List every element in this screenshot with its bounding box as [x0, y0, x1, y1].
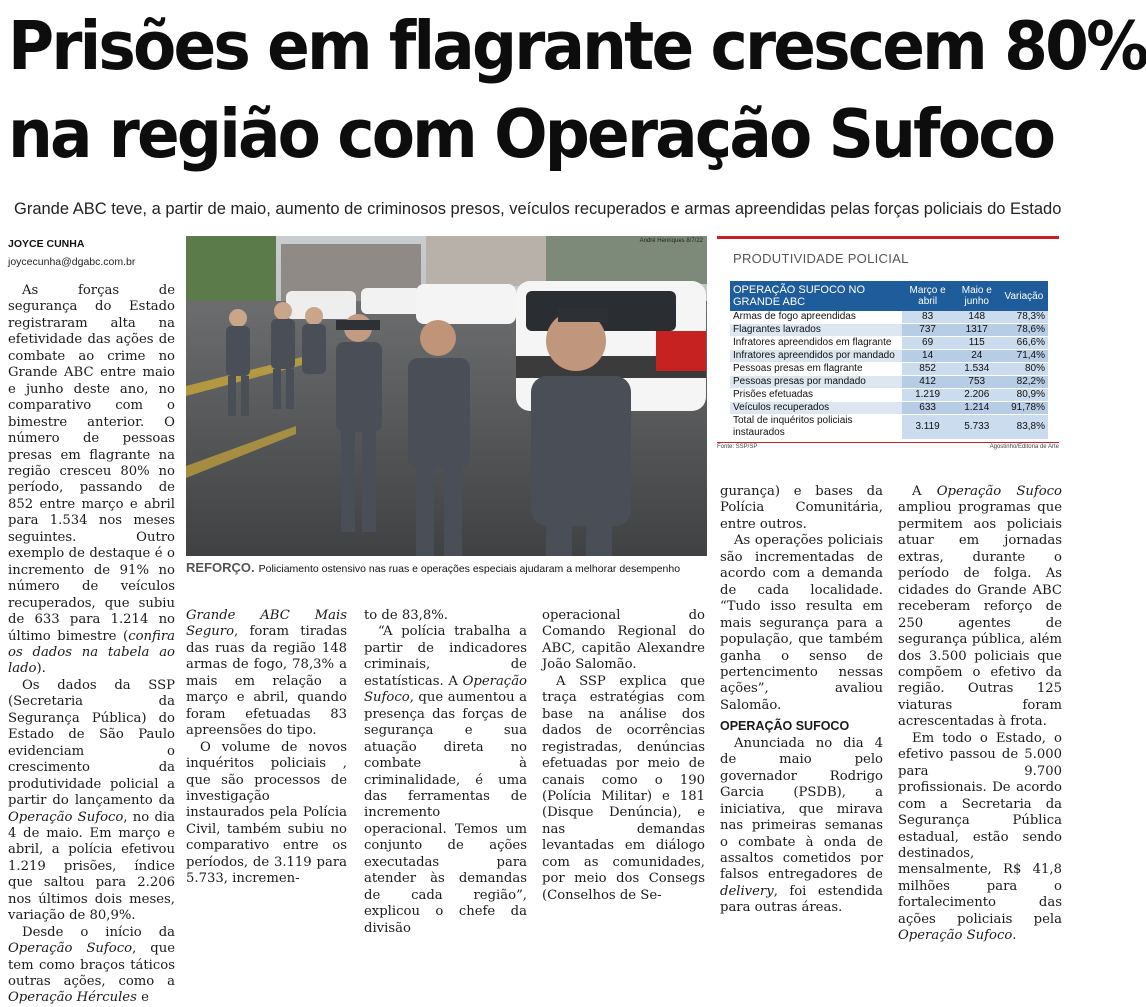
- table-row: [730, 311, 1048, 324]
- table-row: [730, 415, 1048, 440]
- headline-line-2: na região com Operação Sufoco: [8, 95, 1054, 173]
- table-cell-may-june: 115: [954, 337, 1000, 350]
- police-officers-photo-illustration: [186, 236, 707, 556]
- table-row: [730, 337, 1048, 350]
- table-cell-march-april: 737: [902, 324, 954, 337]
- productivity-infographic: [717, 236, 1059, 452]
- caption-text: Policiamento ostensivo nas ruas e operações especiais ajudaram a melhorar desempenho: [258, 563, 681, 575]
- table-header-row: [730, 281, 1048, 311]
- photo-caption: [186, 560, 707, 575]
- table-header-label: OPERAÇÃO SUFOCO NO GRANDE ABC: [730, 281, 902, 311]
- paragraph: to de 83,8%.: [364, 608, 448, 623]
- table-cell-may-june: 1.534: [954, 363, 1000, 376]
- table-row: [730, 402, 1048, 415]
- paragraph: A Operação Sufoco ampliou programas que permitem aos policiais atuar em jornadas extras, durante o período de folga. As cidades do Grande ABC receberam reforço de 250 agentes de segurança pública, além dos 3.500 policiais que compõem o efetivo da região. Outras 125 viaturas foram acrescentadas à frota.: [898, 484, 1062, 730]
- table-cell-variation: 83,8%: [1000, 415, 1048, 440]
- paragraph: As operações policiais são incrementadas de acordo com a demanda de cada localidade. “Tudo isso resulta em mais segurança para a população, que também ganha o senso de pertencimento nessas ações”, avaliou Salomão.: [720, 533, 883, 713]
- article-column-5: [720, 484, 883, 917]
- byline-name: JOYCE CUNHA: [8, 238, 85, 250]
- table-cell-march-april: 412: [902, 376, 954, 389]
- headline-line-1: Prisões em flagrante crescem 80%: [8, 7, 1146, 85]
- table-row: [730, 363, 1048, 376]
- infographic-top-rule: [717, 236, 1059, 239]
- table-cell-march-april: 852: [902, 363, 954, 376]
- table-cell-variation: 91,78%: [1000, 402, 1048, 415]
- photo-credit: André Henriques 8/7/22: [639, 238, 703, 244]
- paragraph: O volume de novos inquéritos policiais , que são processos de investigação instaurados pela Polícia Civil, também subiu no comparativo entre os períodos, de 3.119 para 5.733, incremen-: [186, 739, 347, 887]
- article-column-3: [364, 608, 527, 937]
- table-cell-march-april: 1.219: [902, 389, 954, 402]
- table-cell-label: Infratores apreendidos por mandado: [730, 350, 902, 363]
- news-photo: [186, 236, 707, 556]
- table-cell-may-june: 753: [954, 376, 1000, 389]
- table-cell-label: Armas de fogo apreendidas: [730, 311, 902, 324]
- table-cell-variation: 80,9%: [1000, 389, 1048, 402]
- table-cell-march-april: 69: [902, 337, 954, 350]
- table-cell-may-june: 24: [954, 350, 1000, 363]
- paragraph: Em todo o Estado, o efetivo passou de 5.000 para 9.700 profissionais. De acordo com a Secretaria da Segurança Pública estadual, estão sendo destinados, mensalmente, R$ 41,8 milhões para o fortalecimento das ações policiais pela Operação Sufoco.: [898, 730, 1062, 944]
- table-cell-label: Prisões efetuadas: [730, 389, 902, 402]
- productivity-table: [730, 281, 1048, 440]
- table-row: [730, 389, 1048, 402]
- infographic-title: PRODUTIVIDADE POLICIAL: [733, 251, 909, 266]
- table-cell-march-april: 633: [902, 402, 954, 415]
- table-header-col1: Março e abril: [902, 281, 954, 311]
- table-cell-march-april: 3.119: [902, 415, 954, 440]
- paragraph: Grande ABC Mais Seguro, foram tiradas das ruas da região 148 armas de fogo, 78,3% a mais em relação a março e abril, quando foram efetuadas 83 apreensões do tipo.: [186, 608, 347, 739]
- paragraph: As forças de segurança do Estado registraram alta na efetividade das ações de combate ao crime no Grande ABC entre maio e junho deste ano, no comparativo com o bimestre anterior. O número de pessoas presas em flagrante na região cresceu 80% no período, passando de 852 entre março e abril para 1.534 nos meses seguintes. Outro exemplo de destaque é o incremento de 91% no número de veículos recuperados, que subiu de 633 para 1.214 no último bimestre (confira os dados na tabela ao lado).: [8, 283, 175, 677]
- table-cell-variation: 80%: [1000, 363, 1048, 376]
- table-cell-label: Flagrantes lavrados: [730, 324, 902, 337]
- table-header-col3: Variação: [1000, 281, 1048, 311]
- byline-email[interactable]: joycecunha@dgabc.com.br: [8, 256, 136, 268]
- paragraph: Desde o início da Operação Sufoco, que tem como braços táticos outras ações, como a Operação Hércules e: [8, 924, 175, 1006]
- paragraph: “A polícia trabalha a partir de indicadores criminais, de estatísticas. A Operação Sufoco, que aumentou a presença das forças de segurança e sua atuação direta no combate à criminalidade, é uma das ferramentas de incremento operacional. Temos um conjunto de ações executadas para atender às demandas de cada região”, explicou o chefe da divisão: [364, 624, 527, 936]
- table-cell-march-april: 14: [902, 350, 954, 363]
- table-row: [730, 324, 1048, 337]
- table-cell-variation: 71,4%: [1000, 350, 1048, 363]
- article-column-2: [186, 608, 347, 888]
- table-cell-variation: 66,6%: [1000, 337, 1048, 350]
- article-column-4: [542, 608, 705, 904]
- table-cell-variation: 78,6%: [1000, 324, 1048, 337]
- article-column-1: [8, 283, 175, 1007]
- caption-kicker: REFORÇO.: [186, 560, 255, 575]
- article-column-6: [898, 484, 1062, 945]
- paragraph: Os dados da SSP (Secretaria da Segurança Pública) do Estado de São Paulo evidenciam o crescimento da produtividade policial a partir do lançamento da Operação Sufoco, no dia 4 de maio. Em março e abril, a polícia efetivou 1.219 prisões, índice que saltou para 2.206 nos últimos dois meses, variação de 80,9%.: [8, 677, 175, 924]
- section-subhead: OPERAÇÃO SUFOCO: [720, 719, 850, 734]
- table-cell-may-june: 148: [954, 311, 1000, 324]
- table-cell-label: Pessoas presas em flagrante: [730, 363, 902, 376]
- table-cell-may-june: 1.214: [954, 402, 1000, 415]
- paragraph: A SSP explica que traça estratégias com base na análise dos dados de ocorrências registradas, denúncias efetuadas por meio de canais como o 190 (Polícia Militar) e 181 (Disque Denúncia), e nas demandas levantadas em diálogo com as comunidades, por meio dos Consegs (Conselhos de Se-: [542, 673, 705, 903]
- headline: [8, 2, 1146, 178]
- infographic-art-credit: Agostinho/Editoria de Arte: [989, 444, 1059, 450]
- table-cell-march-april: 83: [902, 311, 954, 324]
- deck-subtitle: Grande ABC teve, a partir de maio, aumento de criminosos presos, veículos recuperados e armas apreendidas pelas forças policiais do Estado: [14, 200, 1062, 218]
- table-header-col2: Maio e junho: [954, 281, 1000, 311]
- table-cell-label: Infratores apreendidos em flagrante: [730, 337, 902, 350]
- table-row: [730, 376, 1048, 389]
- table-cell-label: Veículos recuperados: [730, 402, 902, 415]
- table-cell-variation: 78,3%: [1000, 311, 1048, 324]
- paragraph: Anunciada no dia 4 de maio pelo governador Rodrigo Garcia (PSDB), a iniciativa, que mirava nas primeiras semanas o combate à onda de assaltos cometidos por falsos entregadores de delivery, foi estendida para outras áreas.: [720, 735, 883, 916]
- table-cell-label: Pessoas presas por mandado: [730, 376, 902, 389]
- table-cell-label: Total de inquéritos policiais instaurados: [730, 415, 902, 440]
- table-cell-may-june: 5.733: [954, 415, 1000, 440]
- table-cell-may-june: 2.206: [954, 389, 1000, 402]
- table-cell-variation: 82,2%: [1000, 376, 1048, 389]
- table-row: [730, 350, 1048, 363]
- infographic-source: Fonte: SSP/SP: [717, 444, 758, 450]
- paragraph: gurança) e bases da Polícia Comunitária, entre outros.: [720, 484, 883, 532]
- table-cell-may-june: 1317: [954, 324, 1000, 337]
- paragraph: operacional do Comando Regional do ABC, capitão Alexandre João Salomão.: [542, 608, 705, 673]
- infographic-footer: [717, 442, 1059, 450]
